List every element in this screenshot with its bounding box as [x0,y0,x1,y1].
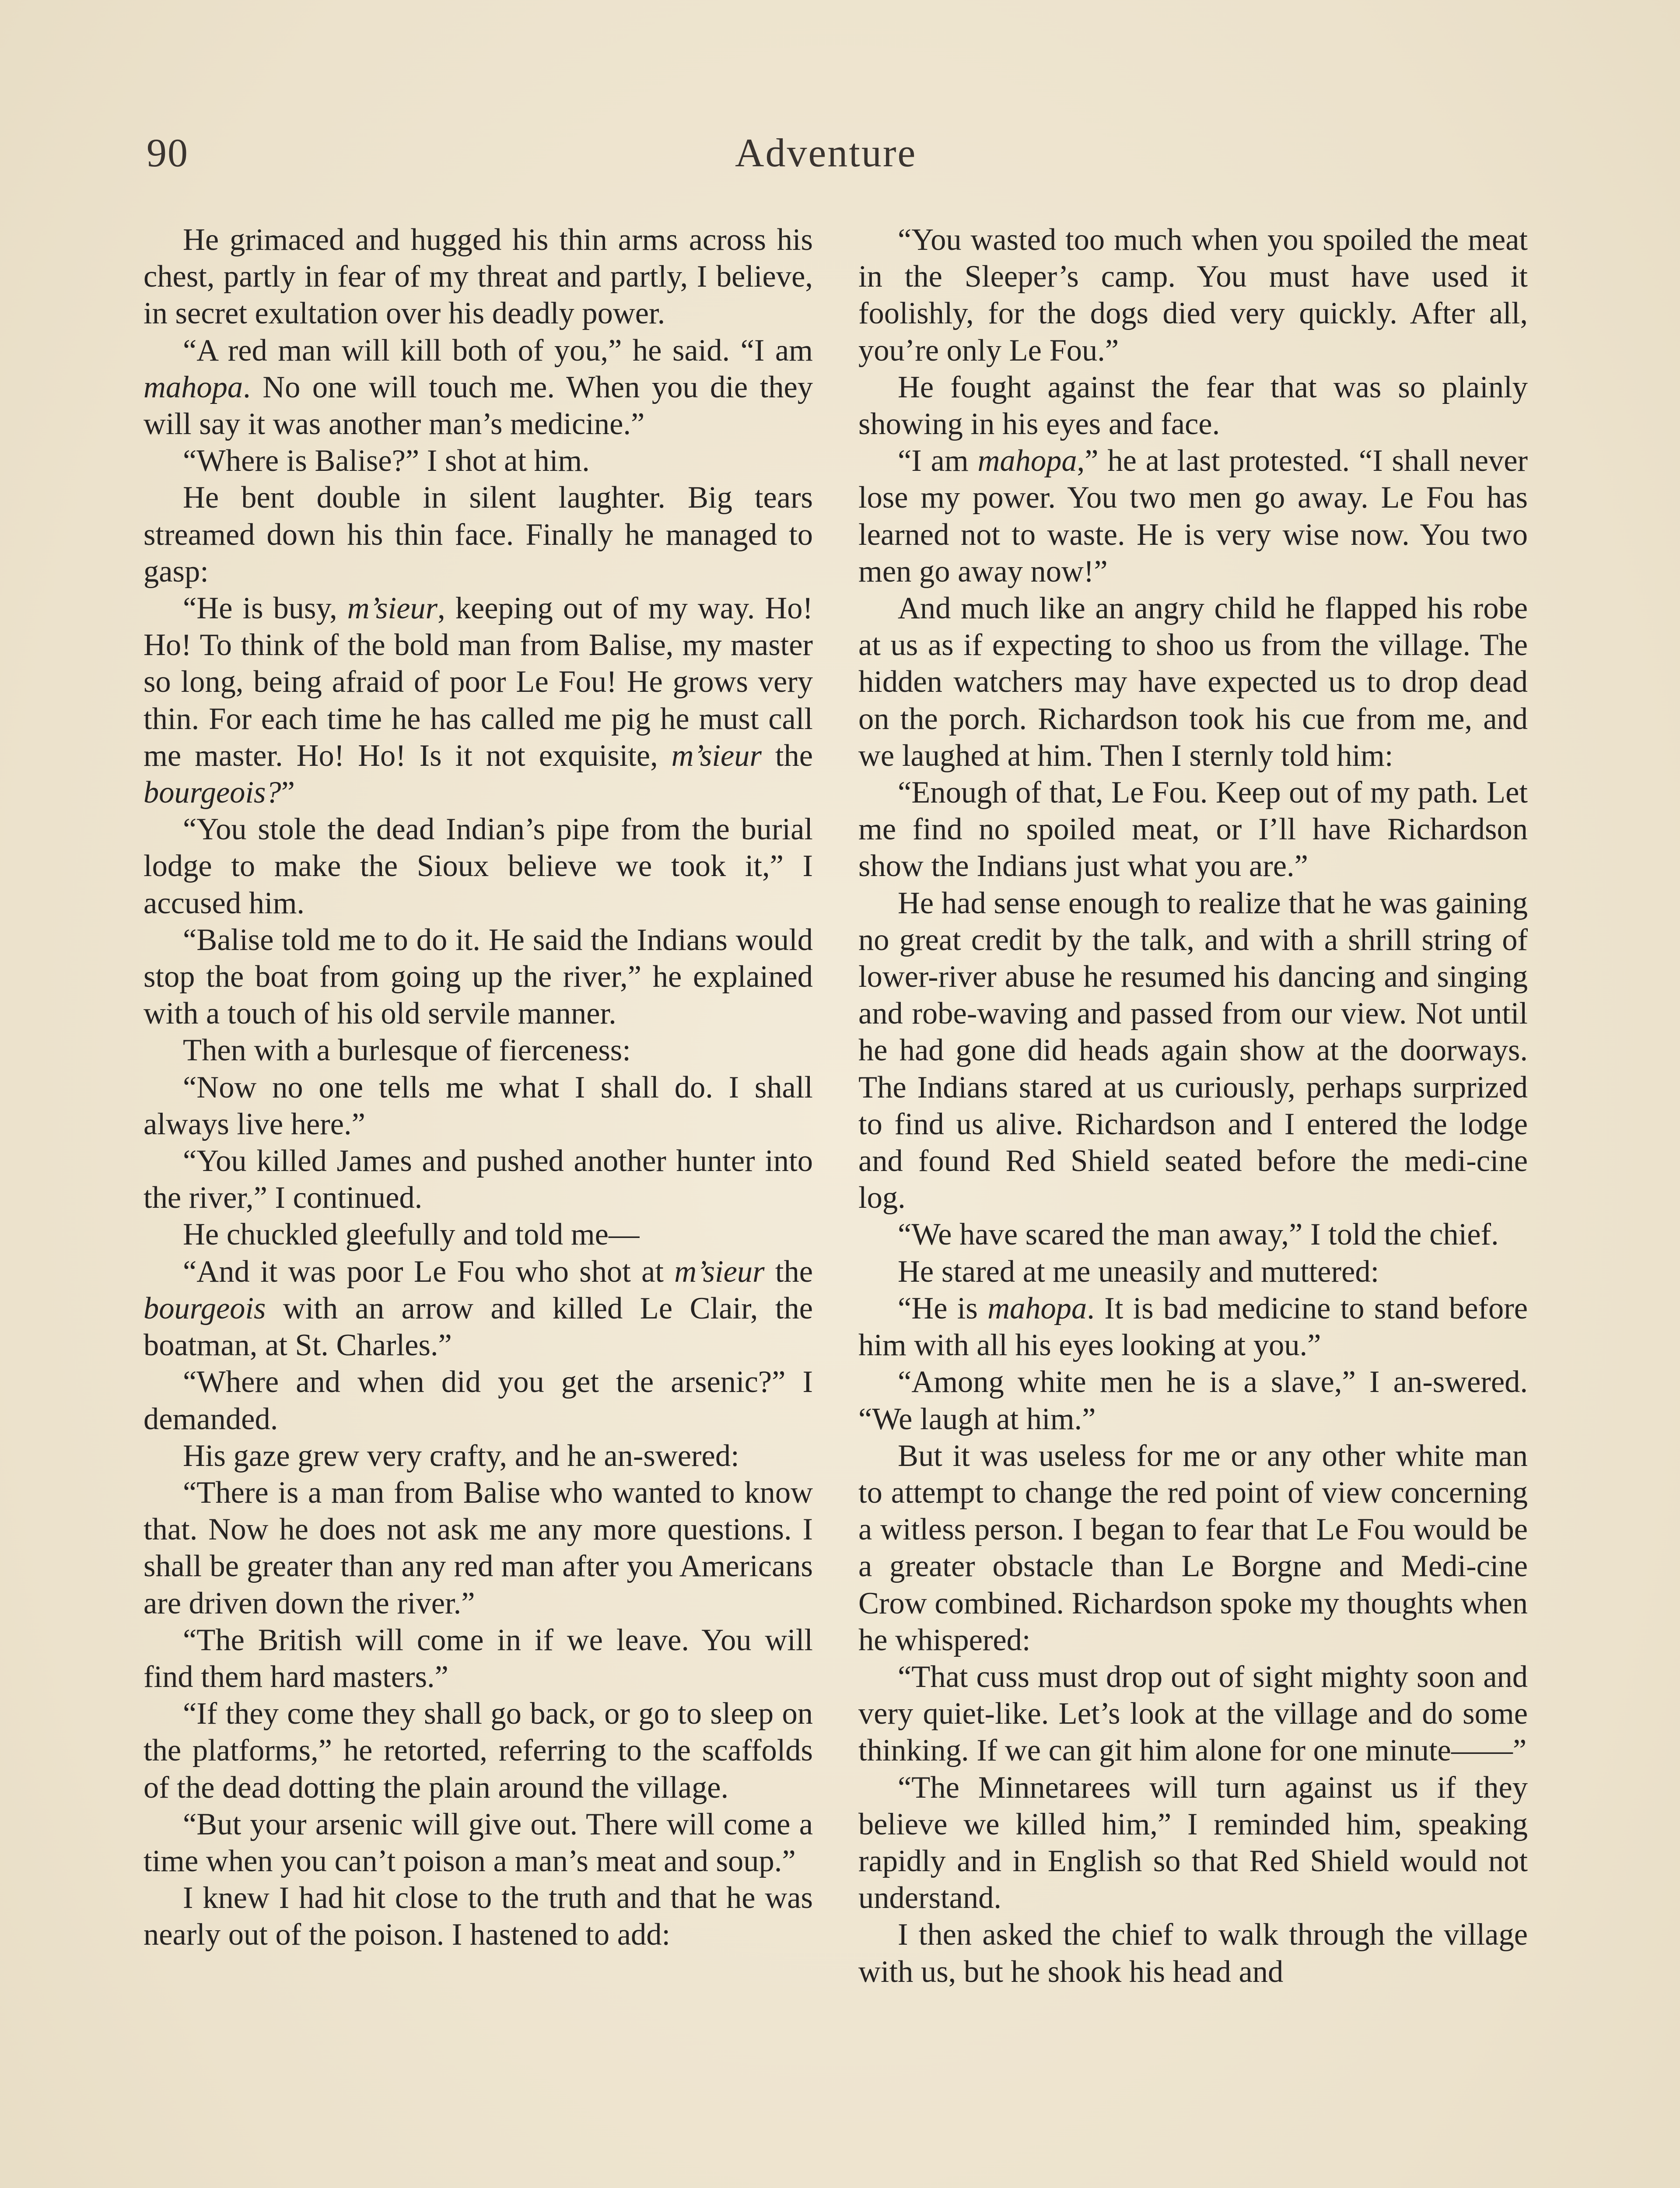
left-column [144,221,813,1953]
paragraph: “That cuss must drop out of sight mighty soon and very quiet-like. Let’s look at the village and do some thinking. If we can git him alone for one minute——” [858,1659,1528,1768]
paragraph: “If they come they shall go back, or go to sleep on the platforms,” he retorted, referring to the scaffolds of the dead dotting the plain around the village. [144,1697,813,1805]
paragraph: His gaze grew very crafty, and he an-swered: [183,1438,739,1473]
paragraph: He fought against the fear that was so plainly showing in his eyes and face. [858,370,1528,442]
paragraph: “We have scared the man away,” I told the chief. [898,1217,1499,1252]
paragraph: “He is mahopa. It is bad medicine to stand before him with all his eyes looking at you.” [858,1291,1528,1363]
paragraph: He chuckled gleefully and told me— [183,1217,640,1252]
paragraph: “There is a man from Balise who wanted to know that. Now he does not ask me any more questions. I shall be greater than any red man after you Americans are driven down the river.” [144,1475,813,1620]
paragraph: And much like an angry child he flapped his robe at us as if expecting to shoo us from the village. The hidden watchers may have expected us to drop dead on the porch. Richardson took his cue from me, and we laughed at him. Then I sternly told him: [858,591,1528,773]
paragraph: “But your arsenic will give out. There will come a time when you can’t poison a man’s meat and soup.” [144,1807,813,1878]
paragraph: “You wasted too much when you spoiled the meat in the Sleeper’s camp. You must have used it foolishly, for the dogs died very quickly. After all, you’re only Le Fou.” [858,223,1528,368]
paragraph: But it was useless for me or any other white man to attempt to change the red point of view concerning a witless person. I began to fear that Le Fou would be a greater obstacle than Le Borgne and Medi-cine Crow combined. Richardson spoke my thoughts when he whispered: [858,1438,1528,1657]
paragraph: “Where is Balise?” I shot at him. [183,444,590,478]
paragraph: “Now no one tells me what I shall do. I shall always live here.” [144,1070,813,1141]
paragraph: He bent double in silent laughter. Big tears streamed down his thin face. Finally he managed to gasp: [144,480,813,589]
paragraph: Then with a burlesque of fierceness: [183,1033,631,1068]
paragraph: I then asked the chief to walk through the village with us, but he shook his head and [858,1918,1528,1989]
paragraph: “Where and when did you get the arsenic?” I demanded. [144,1365,813,1436]
paragraph: “A red man will kill both of you,” he said. “I am mahopa. No one will touch me. When you die they will say it was another man’s medicine.” [144,333,813,442]
paragraph: “Among white men he is a slave,” I an-swered. “We laugh at him.” [858,1365,1528,1436]
paragraph: “Balise told me to do it. He said the Indians would stop the boat from going up the river,” he explained with a touch of his old servile manner. [144,922,813,1031]
paragraph: I knew I had hit close to the truth and that he was nearly out of the poison. I hastened to add: [144,1881,813,1952]
page-number: 90 [147,130,189,175]
paragraph: “You stole the dead Indian’s pipe from the burial lodge to make the Sioux believe we took it,” I accused him. [144,812,813,920]
right-column [858,221,1528,1990]
paragraph: “He is busy, m’sieur, keeping out of my way. Ho! Ho! To think of the bold man from Balise, my master so long, being afraid of poor Le Fou! He grows very thin. For each time he has called me pig he must call me master. Ho! Ho! Is it not exquisite, m’sieur the bourgeois?” [144,591,813,810]
running-head: Adventure [735,130,917,175]
paragraph: “Enough of that, Le Fou. Keep out of my path. Let me find no spoiled meat, or I’ll have Richardson show the Indians just what you are.” [858,775,1528,884]
paragraph: He stared at me uneasily and muttered: [898,1254,1379,1289]
paragraph: “You killed James and pushed another hunter into the river,” I continued. [144,1144,813,1215]
paragraph: “The Minnetarees will turn against us if they believe we killed him,” I reminded him, speaking rapidly and in English so that Red Shield would not understand. [858,1770,1528,1915]
paragraph: He had sense enough to realize that he was gaining no great credit by the talk, and with a shrill string of lower-river abuse he resumed his dancing and singing and robe-waving and passed from our view. Not until he had gone did heads again show at the doorways. The Indians stared at us curiously, perhaps surprized to find us alive. Richardson and I entered the lodge and found Red Shield seated before the medi-cine log. [858,886,1528,1215]
paragraph: “I am mahopa,” he at last protested. “I shall never lose my power. You two men go away. Le Fou has learned not to waste. He is very wise now. You two men go away now!” [858,444,1528,589]
paragraph: He grimaced and hugged his thin arms across his chest, partly in fear of my threat and partly, I believe, in secret exultation over his deadly power. [144,223,813,331]
paragraph: “And it was poor Le Fou who shot at m’sieur the bourgeois with an arrow and killed Le Clair, the boatman, at St. Charles.” [144,1254,813,1363]
paragraph: “The British will come in if we leave. You will find them hard masters.” [144,1623,813,1694]
